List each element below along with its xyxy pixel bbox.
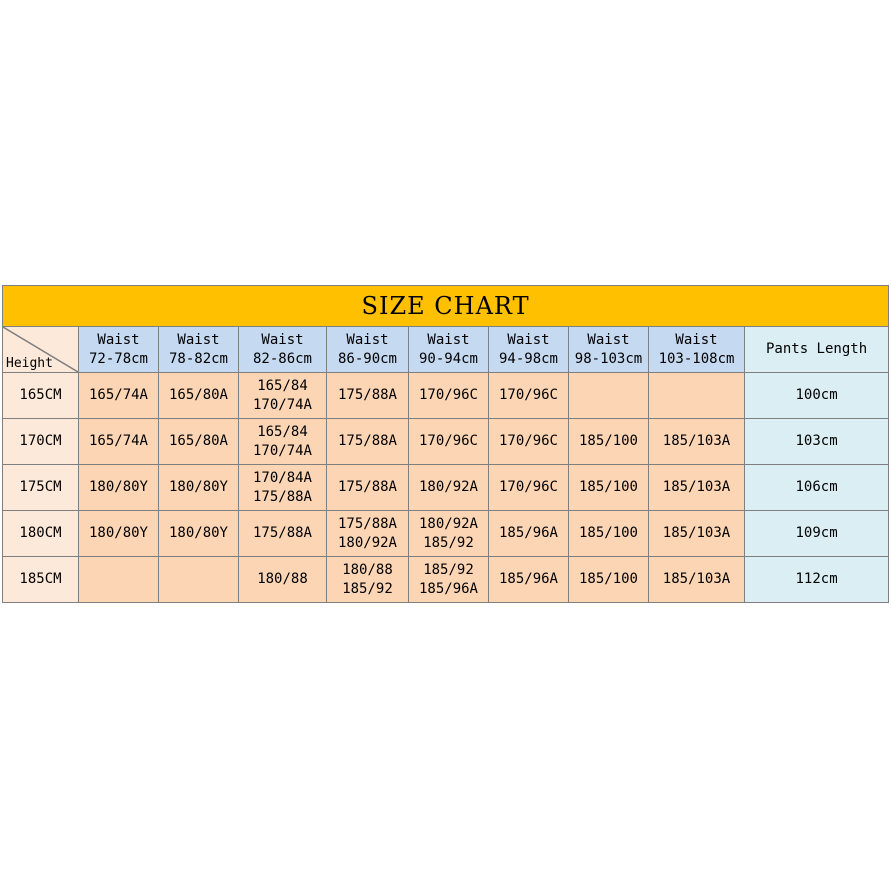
size-value: 185/96A <box>418 580 478 597</box>
waist-range-label: 90-94cm <box>418 350 478 367</box>
size-value: 185/92 <box>423 561 474 578</box>
size-value: 175/88A <box>337 387 397 403</box>
size-value: 170/96C <box>418 433 478 449</box>
chart-body <box>3 373 889 603</box>
waist-range-label: 72-78cm <box>88 350 148 367</box>
size-value: 180/88 <box>342 561 393 578</box>
size-value: 185/100 <box>578 479 638 495</box>
size-value: 175/88A <box>337 515 397 532</box>
size-cell <box>239 465 327 511</box>
size-value: 180/80Y <box>168 525 228 541</box>
size-value: 175/88A <box>252 488 312 505</box>
size-value: 170/96C <box>498 433 558 449</box>
waist-header-label: Waist <box>261 331 304 348</box>
size-cell <box>489 373 569 419</box>
size-value: 165/80A <box>168 387 228 403</box>
size-cell <box>569 557 649 603</box>
size-cell <box>79 373 159 419</box>
table-row <box>3 419 889 465</box>
waist-header-label: Waist <box>675 331 718 348</box>
waist-range-label: 98-103cm <box>574 350 643 367</box>
size-cell <box>239 373 327 419</box>
pants-length-cell: 100cm <box>745 373 889 419</box>
waist-header-label: Waist <box>346 331 389 348</box>
size-value: 185/100 <box>578 571 638 587</box>
size-cell <box>239 419 327 465</box>
size-cell <box>569 419 649 465</box>
size-value: 170/96C <box>498 387 558 403</box>
size-cell <box>327 373 409 419</box>
size-cell <box>409 465 489 511</box>
size-value: 175/88A <box>337 479 397 495</box>
size-cell <box>239 557 327 603</box>
corner-header-cell <box>3 327 79 373</box>
waist-column-header <box>239 327 327 373</box>
waist-header-label: Waist <box>587 331 630 348</box>
size-value: 175/88A <box>252 525 312 541</box>
size-value: 185/100 <box>578 433 638 449</box>
waist-column-header <box>79 327 159 373</box>
size-cell <box>79 557 159 603</box>
size-value: 175/88A <box>337 433 397 449</box>
pants-length-header: Pants Length <box>745 327 889 373</box>
height-cell: 180CM <box>3 511 79 557</box>
size-cell <box>649 511 745 557</box>
waist-column-header <box>649 327 745 373</box>
size-chart-table <box>2 285 889 603</box>
size-cell <box>239 511 327 557</box>
waist-column-header <box>489 327 569 373</box>
size-value: 180/92A <box>418 515 478 532</box>
size-cell <box>569 511 649 557</box>
size-value: 185/103A <box>662 525 731 541</box>
size-cell <box>327 511 409 557</box>
size-cell <box>327 465 409 511</box>
waist-column-header <box>409 327 489 373</box>
size-cell <box>159 511 239 557</box>
size-cell <box>649 419 745 465</box>
size-value: 165/74A <box>88 433 148 449</box>
pants-length-cell: 112cm <box>745 557 889 603</box>
size-value: 180/80Y <box>88 479 148 495</box>
size-cell <box>79 511 159 557</box>
waist-range-label: 78-82cm <box>168 350 228 367</box>
size-cell <box>327 557 409 603</box>
waist-header-label: Waist <box>507 331 550 348</box>
table-row <box>3 465 889 511</box>
size-value: 180/80Y <box>168 479 228 495</box>
size-value: 185/103A <box>662 433 731 449</box>
size-value: 185/96A <box>498 525 558 541</box>
size-value: 165/74A <box>88 387 148 403</box>
size-value: 180/88 <box>257 571 308 587</box>
size-cell <box>159 373 239 419</box>
size-value: 180/92A <box>337 534 397 551</box>
size-cell <box>569 373 649 419</box>
waist-range-label: 86-90cm <box>337 350 397 367</box>
height-cell: 170CM <box>3 419 79 465</box>
size-value: 165/84 <box>257 423 308 440</box>
table-row <box>3 373 889 419</box>
size-cell <box>327 419 409 465</box>
size-value: 180/80Y <box>88 525 148 541</box>
waist-column-header <box>569 327 649 373</box>
size-value: 170/74A <box>252 442 312 459</box>
height-cell: 175CM <box>3 465 79 511</box>
size-cell <box>649 465 745 511</box>
table-row <box>3 557 889 603</box>
size-value: 180/92A <box>418 479 478 495</box>
size-value: 165/84 <box>257 377 308 394</box>
size-value: 170/84A <box>252 469 312 486</box>
height-axis-label: Height <box>6 356 53 371</box>
size-value: 185/96A <box>498 571 558 587</box>
size-cell <box>159 465 239 511</box>
table-row <box>3 511 889 557</box>
height-cell: 185CM <box>3 557 79 603</box>
size-cell <box>159 419 239 465</box>
header-row <box>3 327 889 373</box>
size-value: 165/80A <box>168 433 228 449</box>
size-value: 185/103A <box>662 571 731 587</box>
waist-header-label: Waist <box>177 331 220 348</box>
size-cell <box>489 465 569 511</box>
size-cell <box>409 511 489 557</box>
waist-header-label: Waist <box>427 331 470 348</box>
waist-range-label: 103-108cm <box>658 350 735 367</box>
pants-length-cell: 109cm <box>745 511 889 557</box>
size-cell <box>649 373 745 419</box>
pants-length-cell: 106cm <box>745 465 889 511</box>
waist-range-label: 82-86cm <box>252 350 312 367</box>
size-cell <box>569 465 649 511</box>
waist-column-header <box>327 327 409 373</box>
size-value: 185/92 <box>342 580 393 597</box>
size-cell <box>409 373 489 419</box>
pants-length-cell: 103cm <box>745 419 889 465</box>
size-cell <box>489 419 569 465</box>
waist-range-label: 94-98cm <box>498 350 558 367</box>
size-value: 185/103A <box>662 479 731 495</box>
size-cell <box>489 557 569 603</box>
size-cell <box>79 419 159 465</box>
size-cell <box>649 557 745 603</box>
height-cell: 165CM <box>3 373 79 419</box>
chart-title: SIZE CHART <box>3 286 889 327</box>
waist-header-label: Waist <box>97 331 140 348</box>
size-cell <box>489 511 569 557</box>
size-cell <box>409 557 489 603</box>
size-value: 185/100 <box>578 525 638 541</box>
size-value: 170/96C <box>498 479 558 495</box>
size-cell <box>409 419 489 465</box>
size-value: 170/96C <box>418 387 478 403</box>
size-cell <box>79 465 159 511</box>
size-cell <box>159 557 239 603</box>
size-value: 170/74A <box>252 396 312 413</box>
waist-column-header <box>159 327 239 373</box>
size-value: 185/92 <box>423 534 474 551</box>
